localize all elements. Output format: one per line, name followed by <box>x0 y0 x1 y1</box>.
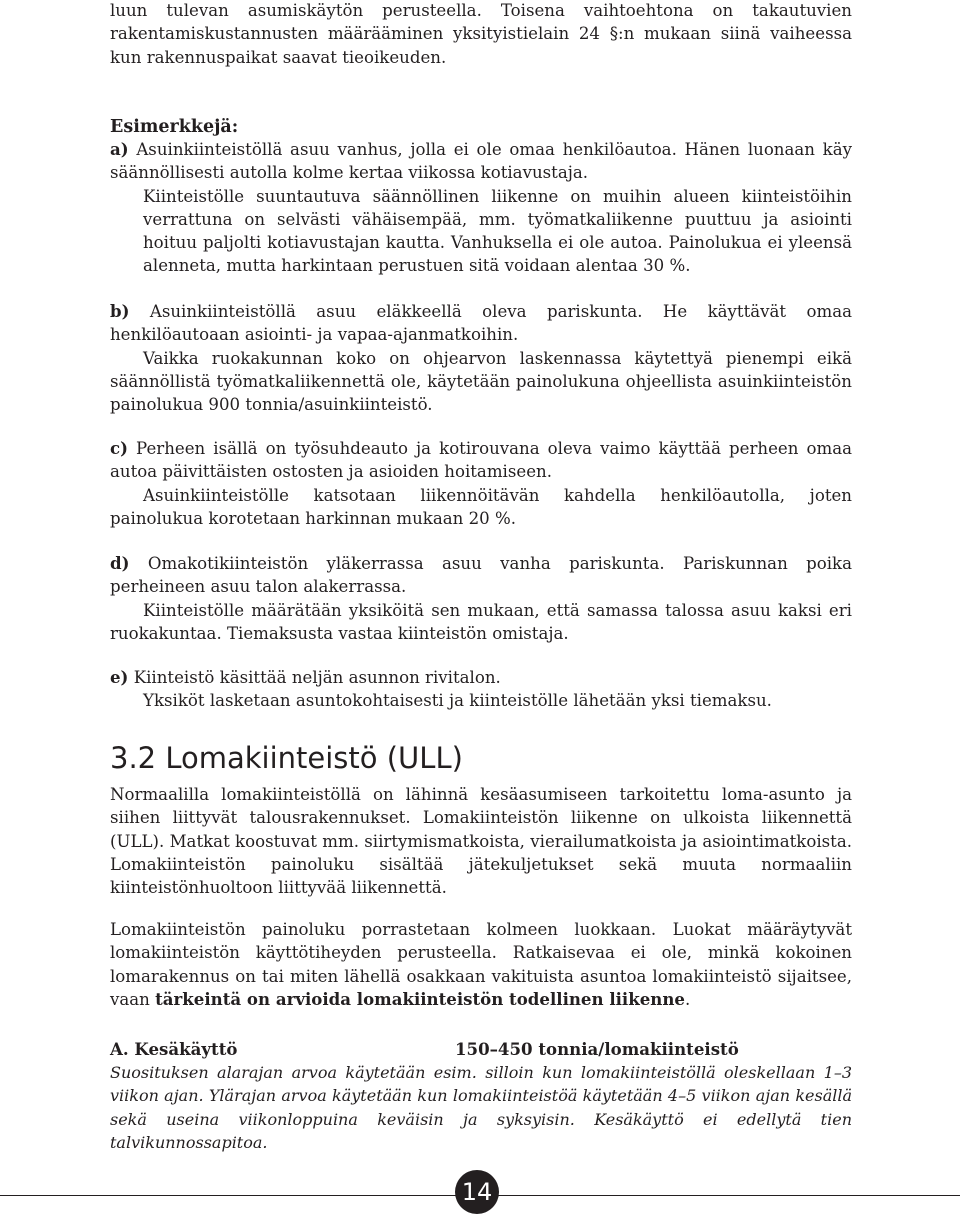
examples-section <box>110 115 852 139</box>
example-c <box>110 437 852 530</box>
section-para-2 <box>110 918 852 1011</box>
example-b-lead: b) Asuinkiinteistöllä asuu eläkkeellä oleva pariskunta. He käyttävät omaa henkilöautoaan asiointi- ja vapaa-ajanmatkoihin. <box>110 301 852 345</box>
example-label: d) <box>110 553 130 573</box>
example-a-lead: a) Asuinkiinteistöllä asuu vanhus, jolla ei ole omaa henkilöautoa. Hänen luonaan käy säännöllisesti autolla kolme kertaa viikossa kotiavustaja. <box>110 139 852 183</box>
emphasis-text: tärkeintä on arvioida lomakiinteistön todellinen liikenne <box>155 988 685 1009</box>
example-a <box>110 138 852 278</box>
example-d <box>110 552 852 645</box>
example-e-detail: Yksiköt lasketaan asuntokohtaisesti ja kiinteistölle lähetään yksi tiemaksu. <box>143 691 772 711</box>
section-title: 3.2 Lomakiinteistö (ULL) <box>110 741 463 775</box>
example-label: e) <box>110 667 129 687</box>
class-a-value: 150–450 tonnia/lomakiinteistö <box>455 1039 739 1059</box>
example-label: b) <box>110 301 130 321</box>
example-c-detail: Asuinkiinteistölle katsotaan liikennöitävän kahdella henkilöautolla, joten painolukua korotetaan harkinnan mukaan 20 %. <box>110 485 852 528</box>
example-label: c) <box>110 438 128 458</box>
section-para-2-text: Lomakiinteistön painoluku porrastetaan kolmeen luokkaan. Luokat määräytyvät lomakiinteistön käyttötiheyden perusteella. Ratkaisevaa ei ole, minkä kokoinen lomarakennus on tai miten lähellä osakkaan vakituista asuntoa lomakiinteistö sijaitsee, vaan tärkeintä on arvioida lomakiinteistön todellinen liikenne. <box>110 920 852 1009</box>
class-a-name: A. Kesäkäyttö <box>110 1039 238 1059</box>
section-3-2 <box>110 740 852 776</box>
section-para-1 <box>110 783 852 899</box>
example-b <box>110 300 852 416</box>
example-e-lead: e) Kiinteistö käsittää neljän asunnon rivitalon. <box>110 667 501 687</box>
example-label: a) <box>110 139 129 159</box>
intro-paragraph <box>110 0 852 69</box>
example-d-detail: Kiinteistölle määrätään yksiköitä sen mukaan, että samassa talossa asuu kaksi eri ruokakuntaa. Tiemaksusta vastaa kiinteistön omistaja. <box>110 600 852 643</box>
class-a-note: Suosituksen alarajan arvoa käytetään esim. silloin kun lomakiinteistöllä oleskellaan 1–3 viikon ajan. Ylärajan arvoa käytetään kun lomakiinteistöä käytetään 4–5 viikon ajan kesällä sekä useina viikonloppuina keväisin ja syksyisin. Kesäkäyttö ei edellytä tien talvikunnossapitoa. <box>110 1063 852 1152</box>
example-c-lead: c) Perheen isällä on työsuhdeauto ja kotirouvana oleva vaimo käyttää perheen omaa autoa päivittäisten ostosten ja asioiden hoitamiseen. <box>110 438 852 482</box>
page-number-badge: 14 <box>455 1170 499 1214</box>
example-b-detail: Vaikka ruokakunnan koko on ohjearvon laskennassa käytettyä pienempi eikä säännöllistä työmatkaliikennettä ole, käytetään painolukuna ohjeellista asuinkiinteistön painolukua 900 tonnia/asuinkiinteistö. <box>110 348 852 415</box>
section-para-1-text: Normaalilla lomakiinteistöllä on lähinnä kesäasumiseen tarkoitettu loma-asunto ja siihen liittyvät talousrakennukset. Lomakiinteistön liikenne on ulkoista liikennettä (ULL). Matkat koostuvat mm. siirtymismatkoista, vierailumatkoista ja asiointimatkoista. Lomakiinteistön painoluku sisältää jätekuljetukset sekä muuta normaaliin kiinteistönhuoltoon liittyvää liikennettä. <box>110 785 852 898</box>
example-d-lead: d) Omakotikiinteistön yläkerrassa asuu vanha pariskunta. Pariskunnan poika perheineen asuu talon alakerrassa. <box>110 553 853 597</box>
class-a <box>110 1038 852 1154</box>
example-e <box>110 666 852 713</box>
examples-heading: Esimerkkejä: <box>110 117 239 137</box>
intro-text: luun tulevan asumiskäytön perusteella. Toisena vaihtoehtona on takautuvien rakentamiskustannusten määrääminen yksityistielain 24 §:n mukaan siinä vaiheessa kun rakennuspaikat saavat tieoikeuden. <box>110 1 852 67</box>
class-a-header <box>110 1038 852 1061</box>
example-a-detail: Kiinteistölle suuntautuva säännöllinen liikenne on muihin alueen kiinteistöihin verrattuna on selvästi vähäisempää, mm. työmatkaliikenne puuttuu ja asiointi hoituu paljolti kotiavustajan kautta. Vanhuksella ei ole autoa. Painolukua ei yleensä alenneta, mutta harkintaan perustuen sitä voidaan alentaa 30 %. <box>143 186 852 276</box>
